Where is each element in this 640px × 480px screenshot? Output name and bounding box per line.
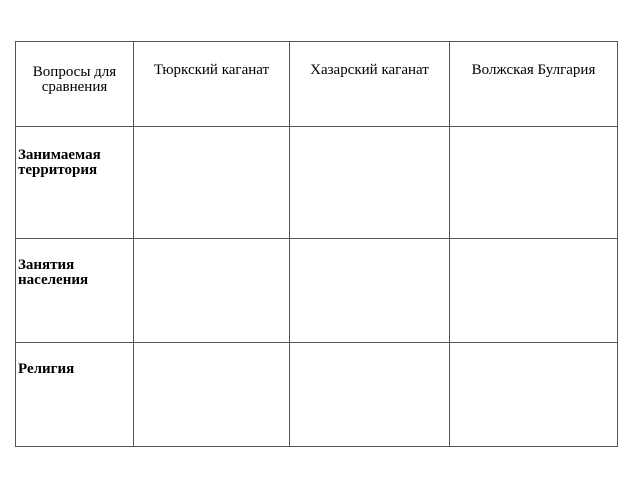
row-label-occupations <box>16 239 134 343</box>
header-volga-bulgaria-text: Волжская Булгария <box>471 62 596 78</box>
table-cell <box>134 343 290 447</box>
table-cell <box>290 239 450 343</box>
header-khazar-khaganate <box>290 42 450 127</box>
header-volga-bulgaria <box>450 42 618 127</box>
table-row <box>16 239 618 343</box>
table-cell <box>134 127 290 239</box>
table-cell <box>290 127 450 239</box>
row-label-occupations-text: Занятия населения <box>18 257 89 288</box>
comparison-table <box>15 41 618 447</box>
table-cell <box>450 127 618 239</box>
table-row <box>16 343 618 447</box>
table-cell <box>450 343 618 447</box>
header-khazar-khaganate-text: Хазарский каганат <box>310 62 429 78</box>
table-row <box>16 127 618 239</box>
table-cell <box>134 239 290 343</box>
row-label-territory <box>16 127 134 239</box>
table-cell <box>290 343 450 447</box>
row-label-territory-text: Занимаемая территория <box>18 147 101 178</box>
table-header-row <box>16 42 618 127</box>
header-questions-text: Вопросы для сравнения <box>32 64 117 95</box>
row-label-religion-text: Религия <box>18 361 75 377</box>
table-cell <box>450 239 618 343</box>
header-questions <box>16 42 134 127</box>
header-turkic-khaganate-text: Тюркский каганат <box>153 62 270 78</box>
header-turkic-khaganate <box>134 42 290 127</box>
row-label-religion <box>16 343 134 447</box>
